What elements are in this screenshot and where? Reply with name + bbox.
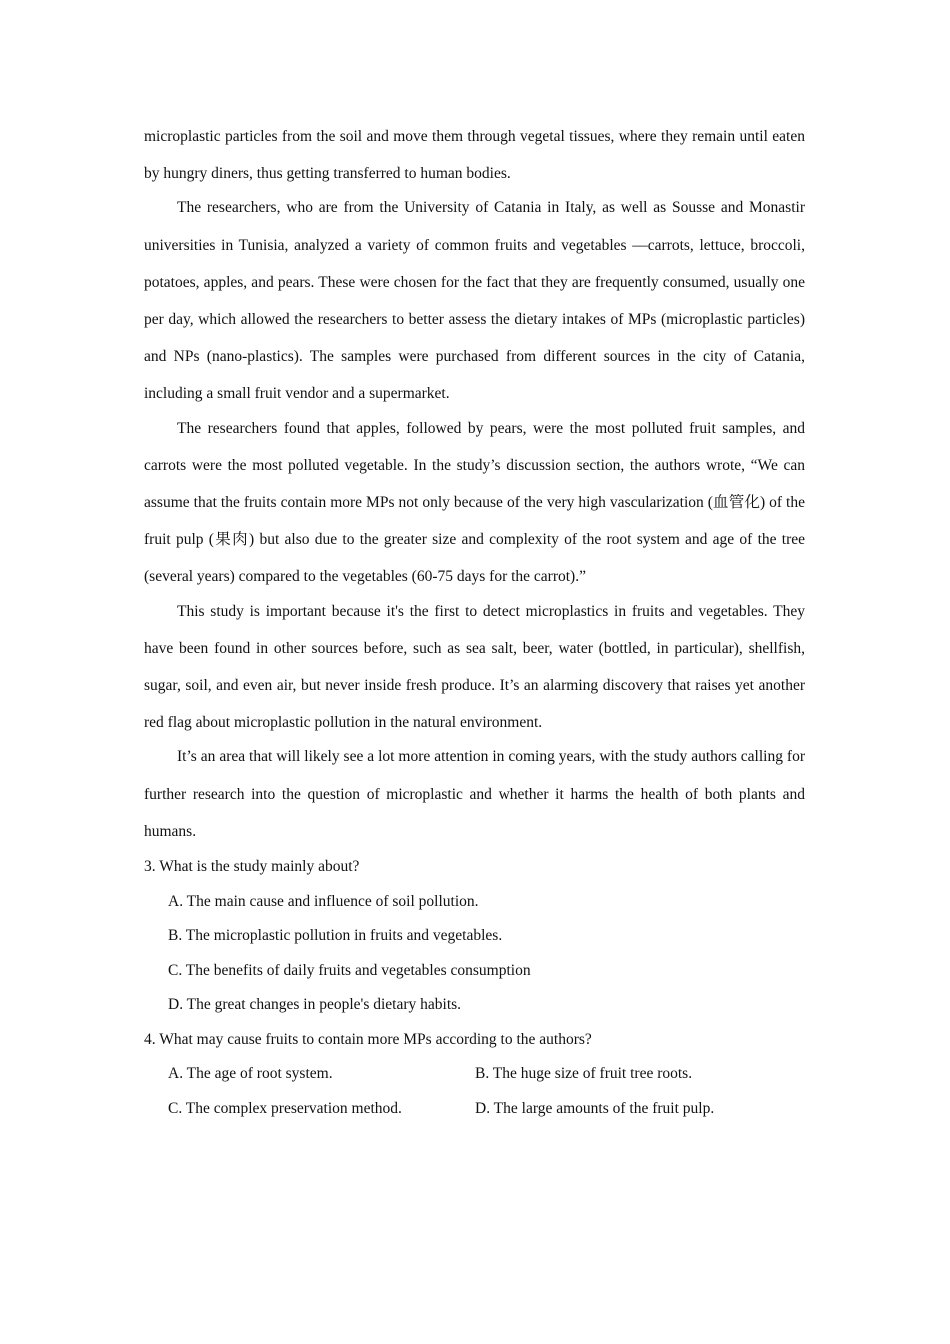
question-3-option-a: A. The main cause and influence of soil pollution. <box>168 892 479 910</box>
question-4-option-b: B. The huge size of fruit tree roots. <box>475 1065 693 1083</box>
question-3-option-c: C. The benefits of daily fruits and vegetables consumption <box>168 961 531 979</box>
question-4 <box>144 1023 805 1127</box>
document-page <box>144 118 805 1126</box>
passage-paragraph-3: The researchers found that apples, followed by pears, were the most polluted fruit samples, and carrots were the most polluted vegetable. In the study’s discussion section, the authors wrote, “We can assume that the fruits contain more MPs not only because of the very high vascularization (血管化) of the fruit pulp (果肉) but also due to the greater size and complexity of the root system and age of the tree (several years) compared to the vegetables (60-75 days for the carrot).” <box>144 419 805 586</box>
passage-paragraph-1: microplastic particles from the soil and move them through vegetal tissues, where they remain until eaten by hungry diners, thus getting transferred to human bodies. <box>144 128 805 183</box>
question-4-stem: 4. What may cause fruits to contain more MPs according to the authors? <box>144 1030 592 1048</box>
question-4-option-c: C. The complex preservation method. <box>168 1099 402 1117</box>
question-3 <box>144 850 805 1023</box>
question-4-option-d: D. The large amounts of the fruit pulp. <box>475 1099 715 1117</box>
question-3-option-d: D. The great changes in people's dietary habits. <box>168 996 462 1014</box>
question-4-option-a: A. The age of root system. <box>168 1065 333 1083</box>
passage-paragraph-4: This study is important because it's the first to detect microplastics in fruits and vegetables. They have been found in other sources before, such as sea salt, beer, water (bottled, in particular), shellfish, sugar, soil, and even air, but never inside fresh produce. It’s an alarming discovery that raises yet another red flag about microplastic pollution in the natural environment. <box>144 602 805 732</box>
passage-paragraph-5: It’s an area that will likely see a lot more attention in coming years, with the study authors calling for further research into the question of microplastic and whether it harms the health of both plants and humans. <box>144 748 805 840</box>
question-4-options-row-2 <box>168 1092 805 1127</box>
question-4-options-row-1 <box>168 1057 805 1092</box>
question-3-option-b: B. The microplastic pollution in fruits and vegetables. <box>168 927 503 945</box>
passage-paragraph-2: The researchers, who are from the University of Catania in Italy, as well as Sousse and Monastir universities in Tunisia, analyzed a variety of common fruits and vegetables —carrots, lettuce, broccoli, potatoes, apples, and pears. These were chosen for the fact that they are frequently consumed, usually one per day, which allowed the researchers to better assess the dietary intakes of MPs (microplastic particles) and NPs (nano-plastics). The samples were purchased from different sources in the city of Catania, including a small fruit vendor and a supermarket. <box>144 199 805 403</box>
question-3-stem: 3. What is the study mainly about? <box>144 858 360 876</box>
